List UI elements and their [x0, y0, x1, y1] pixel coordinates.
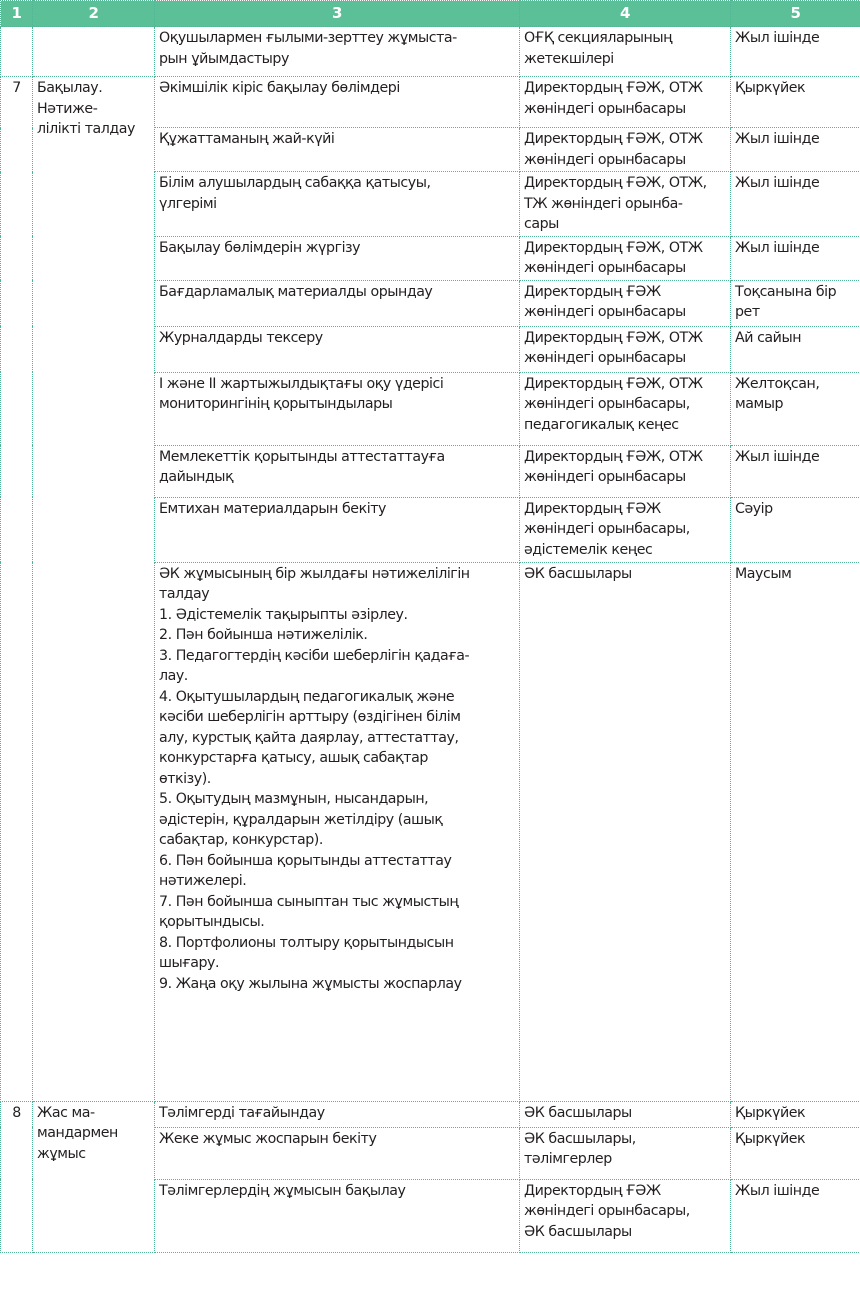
activity-line: конкурстарға қатысу, ашық сабақтар — [159, 750, 428, 766]
deadline-cell: Жыл ішінде — [731, 27, 860, 77]
responsible-cell: ОҒҚ секцияларының жетекшілері — [520, 27, 731, 77]
row-number-cell: 7 — [1, 77, 33, 1102]
activity-cell: I және II жартыжылдықтағы оқу үдерісі мониторингінің қорытындылары — [155, 372, 520, 445]
responsible-cell: Директордың ҒӘЖ, ОТЖ жөніндегі орынбасары — [520, 445, 731, 497]
responsible-cell: Директордың ҒӘЖ, ОТЖ жөніндегі орынбасары — [520, 236, 731, 280]
table-row — [1, 77, 860, 128]
activity-line: 5. Оқытудың мазмұнын, нысандарын, — [159, 791, 429, 807]
activity-cell: Журналдарды тексеру — [155, 326, 520, 372]
responsible-cell: Директордың ҒӘЖ, ОТЖ жөніндегі орынбасары — [520, 128, 731, 172]
activity-cell: Әкімшілік кіріс бақылау бөлімдері — [155, 77, 520, 128]
responsible-cell: Директордың ҒӘЖ жөніндегі орынбасары, ӘК басшылары — [520, 1179, 731, 1252]
column-header-1: 1 — [1, 1, 33, 27]
activity-line: 8. Портфолионы толтыру қорытындысын — [159, 934, 454, 951]
activity-cell: Бақылау бөлімдерін жүргізу — [155, 236, 520, 280]
section-title-cell — [33, 27, 155, 77]
activity-line: өткізу). — [159, 770, 211, 787]
row-number-cell — [1, 27, 33, 77]
row-number-cell: 8 — [1, 1101, 33, 1252]
activity-line: 4. Оқытушылардың педагогикалық және — [159, 688, 455, 705]
responsible-cell: ӘК басшылары — [520, 1101, 731, 1127]
activity-line: ӘК жұмысының бір жылдағы нәтижелілігін — [159, 565, 470, 582]
activity-cell: Бағдарламалық материалды орындау — [155, 280, 520, 326]
deadline-cell: Жыл ішінде — [731, 236, 860, 280]
deadline-cell: Ай сайын — [731, 326, 860, 372]
deadline-cell: Жыл ішінде — [731, 128, 860, 172]
deadline-cell: Тоқсанына бір рет — [731, 280, 860, 326]
activity-line: сабақтар, конкурстар). — [159, 832, 323, 848]
deadline-cell: Жыл ішінде — [731, 1179, 860, 1252]
deadline-cell: Сәуір — [731, 497, 860, 562]
activity-line: қорытындысы. — [159, 914, 265, 930]
table-row — [1, 1101, 860, 1127]
header-row — [1, 1, 860, 27]
activity-cell: Мемлекеттік қорытынды аттестаттауға дайындық — [155, 445, 520, 497]
column-header-2: 2 — [33, 1, 155, 27]
responsible-cell: Директордың ҒӘЖ, ОТЖ жөніндегі орынбасары — [520, 77, 731, 128]
table-row — [1, 27, 860, 77]
activity-cell: Білім алушылардың сабаққа қатысуы, үлгерімі — [155, 172, 520, 237]
section-title-cell: Бақылау. Нәтиже- лілікті талдау — [33, 77, 155, 1102]
deadline-cell: Жыл ішінде — [731, 172, 860, 237]
activity-cell: Оқушылармен ғылыми-зерттеу жұмыста- рын ұйымдастыру — [155, 27, 520, 77]
activity-line: 6. Пән бойынша қорытынды аттестаттау — [159, 852, 452, 869]
activity-line: шығару. — [159, 955, 220, 971]
activity-cell: Жеке жұмыс жоспарын бекіту — [155, 1127, 520, 1179]
activity-cell: Тәлімгерлердің жұмысын бақылау — [155, 1179, 520, 1252]
deadline-cell: Желтоқсан, мамыр — [731, 372, 860, 445]
responsible-cell: Директордың ҒӘЖ жөніндегі орынбасары, әдістемелік кеңес — [520, 497, 731, 562]
activity-cell: Емтихан материалдарын бекіту — [155, 497, 520, 562]
deadline-cell: Жыл ішінде — [731, 445, 860, 497]
activity-line: 7. Пән бойынша сыныптан тыс жұмыстың — [159, 893, 459, 910]
column-header-4: 4 — [520, 1, 731, 27]
deadline-cell: Қыркүйек — [731, 1101, 860, 1127]
deadline-cell: Маусым — [731, 562, 860, 1101]
activity-line: 3. Педагогтердің кәсіби шеберлігін қадаға- — [159, 647, 470, 664]
deadline-cell: Қыркүйек — [731, 77, 860, 128]
deadline-cell: Қыркүйек — [731, 1127, 860, 1179]
responsible-cell: Директордың ҒӘЖ, ОТЖ жөніндегі орынбасары, педагогикалық кеңес — [520, 372, 731, 445]
section-title-cell: Жас ма- мандармен жұмыс — [33, 1101, 155, 1252]
responsible-cell: Директордың ҒӘЖ, ОТЖ, ТЖ жөніндегі орынба- сары — [520, 172, 731, 237]
activity-line: 2. Пән бойынша нәтижелілік. — [159, 627, 368, 643]
activity-cell: Құжаттаманың жай-күйі — [155, 128, 520, 172]
activity-line: талдау — [159, 586, 210, 602]
activity-line: әдістерін, құралдарын жетілдіру (ашық — [159, 811, 443, 828]
activity-line: лау. — [159, 668, 188, 684]
activity-line: нәтижелері. — [159, 873, 247, 889]
activity-line: 9. Жаңа оқу жылына жұмысты жоспарлау — [159, 975, 462, 992]
responsible-cell: Директордың ҒӘЖ жөніндегі орынбасары — [520, 280, 731, 326]
activity-cell — [155, 562, 520, 1101]
responsible-cell: ӘК басшылары — [520, 562, 731, 1101]
responsible-cell: Директордың ҒӘЖ, ОТЖ жөніндегі орынбасары — [520, 326, 731, 372]
column-header-3: 3 — [155, 1, 520, 27]
activity-line: 1. Әдістемелік тақырыпты әзірлеу. — [159, 606, 408, 623]
activity-cell: Тәлімгерді тағайындау — [155, 1101, 520, 1127]
activity-line: алу, курстық қайта даярлау, аттестаттау, — [159, 729, 459, 746]
column-header-5: 5 — [731, 1, 860, 27]
responsible-cell: ӘК басшылары, тәлімгерлер — [520, 1127, 731, 1179]
activity-line: кәсіби шеберлігін арттыру (өздігінен білім — [159, 709, 461, 725]
